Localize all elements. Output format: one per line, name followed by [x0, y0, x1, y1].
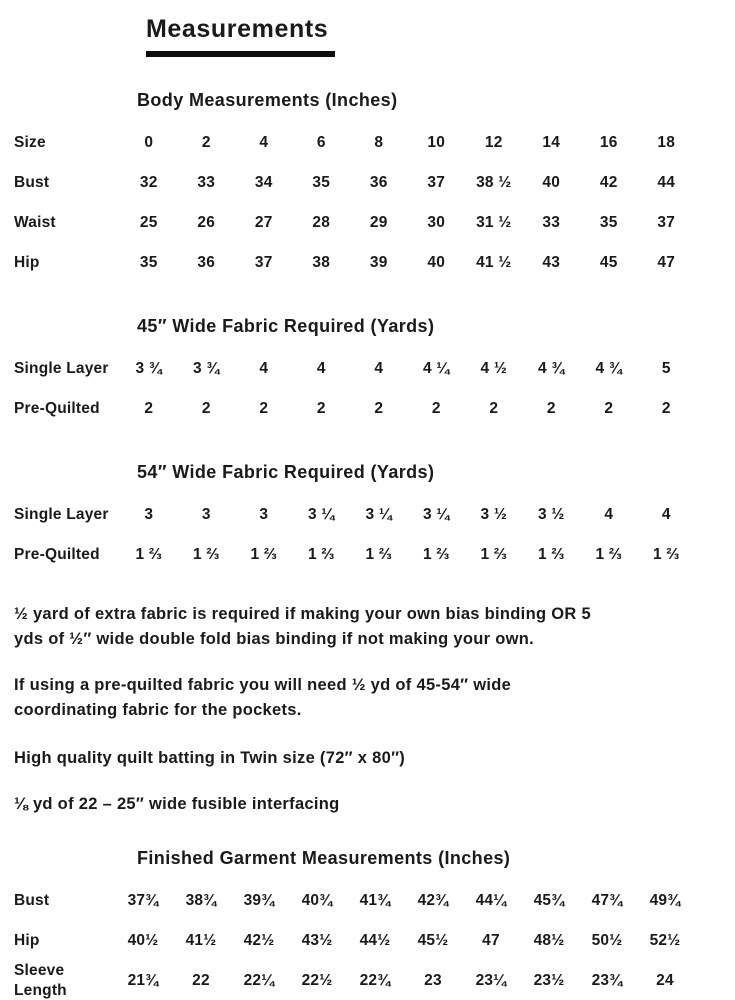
table-cell: 50½ [591, 932, 623, 949]
table-cell: 35 [139, 254, 158, 271]
table-cell: 23¾ [591, 972, 623, 989]
table-cell: 45½ [417, 932, 449, 949]
table-cell: 2 [604, 400, 614, 417]
table-cell: 22¾ [359, 972, 391, 989]
note-line: High quality quilt batting in Twin size (72″ x 80″) [14, 749, 406, 767]
table-cell: 42½ [243, 932, 275, 949]
row-label: Pre-Quilted [14, 546, 100, 563]
table-cell: 37¾ [127, 892, 159, 909]
table-row [14, 921, 735, 961]
table-cell: 33 [197, 174, 216, 191]
table-cell: 2 [546, 400, 556, 417]
table-cell: 52½ [649, 932, 681, 949]
table-cell: 49¾ [649, 892, 681, 909]
table-cell: 4 [316, 360, 326, 377]
table-cell: 3 [259, 506, 269, 523]
table-cell: 40 [427, 254, 446, 271]
note-line: yds of ½″ wide double fold bias binding if not making your own. [14, 630, 534, 648]
note-line: ⅛ yd of 22 – 25″ wide fusible interfacing [14, 795, 340, 813]
table-cell: 4 ¾ [538, 360, 565, 377]
table-cell: 1 ⅔ [135, 546, 162, 563]
table-cell: 38¾ [185, 892, 217, 909]
table-cell: 3 ½ [538, 506, 565, 523]
page-title: Measurements [146, 15, 329, 43]
table-cell: 41½ [185, 932, 217, 949]
row-label: Hip [14, 932, 40, 949]
table-cell: 42¾ [417, 892, 449, 909]
table-cell: 24 [656, 972, 674, 989]
table-cell: 30 [427, 214, 446, 231]
table-cell: 2 [144, 400, 154, 417]
note-prequilted-pockets [14, 673, 714, 723]
row-label: Waist [14, 214, 56, 231]
table-row [14, 961, 735, 1000]
table-cell: 39 [369, 254, 388, 271]
table-cell: 22¼ [243, 972, 275, 989]
table-cell: 3 [201, 506, 211, 523]
table-row [14, 389, 735, 429]
body-measurements-heading: Body Measurements (Inches) [137, 90, 398, 110]
table-cell: 3 [144, 506, 154, 523]
table-cell: 42 [599, 174, 618, 191]
table-cell: 40½ [127, 932, 159, 949]
table-cell: 41 ½ [476, 254, 512, 271]
table-cell: 37 [427, 174, 446, 191]
table-cell: 40¾ [301, 892, 333, 909]
table-cell: 44¼ [475, 892, 507, 909]
finished-garment-heading: Finished Garment Measurements (Inches) [137, 848, 511, 868]
row-label: Single Layer [14, 360, 109, 377]
body-measurements-table [14, 123, 735, 283]
table-cell: 29 [369, 214, 388, 231]
table-cell: 37 [254, 254, 273, 271]
table-row [14, 243, 735, 283]
table-row [14, 349, 735, 389]
note-line: If using a pre-quilted fabric you will need ½ yd of 45-54″ wide [14, 676, 512, 694]
table-cell: 4 [604, 506, 614, 523]
row-label: Bust [14, 174, 50, 191]
table-cell: 4 ¾ [595, 360, 622, 377]
table-cell: 12 [484, 134, 503, 151]
table-cell: 1 ⅔ [653, 546, 680, 563]
table-cell: 38 [312, 254, 331, 271]
table-cell: 4 ½ [480, 360, 507, 377]
table-cell: 47¾ [591, 892, 623, 909]
table-cell: 45 [599, 254, 618, 271]
row-label: Bust [14, 892, 50, 909]
table-cell: 25 [139, 214, 158, 231]
table-cell: 32 [139, 174, 158, 191]
table-cell: 1 ⅔ [480, 546, 507, 563]
table-cell: 23 [424, 972, 442, 989]
table-cell: 14 [542, 134, 561, 151]
table-cell: 35 [599, 214, 618, 231]
table-cell: 18 [657, 134, 676, 151]
table-cell: 16 [599, 134, 618, 151]
table-cell: 2 [316, 400, 326, 417]
table-cell: 36 [369, 174, 388, 191]
table-row [14, 123, 735, 163]
table-cell: 48½ [533, 932, 565, 949]
note-quilt-batting [14, 746, 714, 771]
table-row [14, 495, 735, 535]
row-label: Single Layer [14, 506, 109, 523]
table-cell: 3 ¼ [423, 506, 450, 523]
table-cell: 36 [197, 254, 216, 271]
table-row [14, 203, 735, 243]
table-cell: 39¾ [243, 892, 275, 909]
fabric-45-heading: 45″ Wide Fabric Required (Yards) [137, 316, 435, 336]
note-line: coordinating fabric for the pockets. [14, 701, 302, 719]
table-cell: 22½ [301, 972, 333, 989]
table-cell: 3 ¼ [308, 506, 335, 523]
table-cell: 2 [374, 400, 384, 417]
table-cell: 21¾ [127, 972, 159, 989]
table-row [14, 881, 735, 921]
table-row [14, 163, 735, 203]
title-underline-divider [146, 51, 335, 57]
fabric-45-table [14, 349, 735, 429]
table-cell: 4 [259, 360, 269, 377]
table-cell: 23½ [533, 972, 565, 989]
table-row [14, 535, 735, 575]
table-cell: 38 ½ [476, 174, 512, 191]
table-cell: 4 ¼ [423, 360, 450, 377]
row-label: Pre-Quilted [14, 400, 100, 417]
table-cell: 34 [254, 174, 273, 191]
table-cell: 45¾ [533, 892, 565, 909]
table-cell: 26 [197, 214, 216, 231]
finished-garment-table [14, 881, 735, 1000]
table-cell: 1 ⅔ [538, 546, 565, 563]
table-cell: 47 [657, 254, 676, 271]
table-cell: 0 [144, 134, 154, 151]
table-cell: 47 [482, 932, 500, 949]
table-cell: 31 ½ [476, 214, 512, 231]
table-cell: 1 ⅔ [250, 546, 277, 563]
table-cell: 1 ⅔ [365, 546, 392, 563]
table-cell: 27 [254, 214, 273, 231]
table-cell: 41¾ [359, 892, 391, 909]
note-fusible-interfacing [14, 792, 714, 817]
table-cell: 6 [316, 134, 326, 151]
row-label: Size [14, 134, 46, 151]
table-cell: 37 [657, 214, 676, 231]
table-cell: 4 [661, 506, 671, 523]
row-label: Hip [14, 254, 40, 271]
table-cell: 43 [542, 254, 561, 271]
table-cell: 1 ⅔ [423, 546, 450, 563]
table-cell: 44½ [359, 932, 391, 949]
table-cell: 22 [192, 972, 210, 989]
table-cell: 1 ⅔ [308, 546, 335, 563]
fabric-54-heading: 54″ Wide Fabric Required (Yards) [137, 462, 435, 482]
table-cell: 5 [661, 360, 671, 377]
table-cell: 2 [201, 400, 211, 417]
table-cell: 1 ⅔ [595, 546, 622, 563]
table-cell: 4 [259, 134, 269, 151]
notes-block [14, 602, 714, 817]
table-cell: 3 ¾ [135, 360, 162, 377]
table-cell: 3 ½ [480, 506, 507, 523]
table-cell: 35 [312, 174, 331, 191]
note-line: ½ yard of extra fabric is required if making your own bias binding OR 5 [14, 605, 591, 623]
table-cell: 2 [431, 400, 441, 417]
table-cell: 23¼ [475, 972, 507, 989]
table-cell: 33 [542, 214, 561, 231]
table-cell: 43½ [301, 932, 333, 949]
table-cell: 2 [201, 134, 211, 151]
table-cell: 28 [312, 214, 331, 231]
table-cell: 2 [259, 400, 269, 417]
table-cell: 3 ¾ [193, 360, 220, 377]
table-cell: 44 [657, 174, 676, 191]
table-cell: 2 [661, 400, 671, 417]
row-label: Sleeve Length [14, 962, 67, 999]
table-cell: 1 ⅔ [193, 546, 220, 563]
note-bias-binding [14, 602, 714, 652]
table-cell: 10 [427, 134, 446, 151]
table-cell: 2 [489, 400, 499, 417]
table-cell: 8 [374, 134, 384, 151]
table-cell: 40 [542, 174, 561, 191]
fabric-54-table [14, 495, 735, 575]
table-cell: 4 [374, 360, 384, 377]
table-cell: 3 ¼ [365, 506, 392, 523]
